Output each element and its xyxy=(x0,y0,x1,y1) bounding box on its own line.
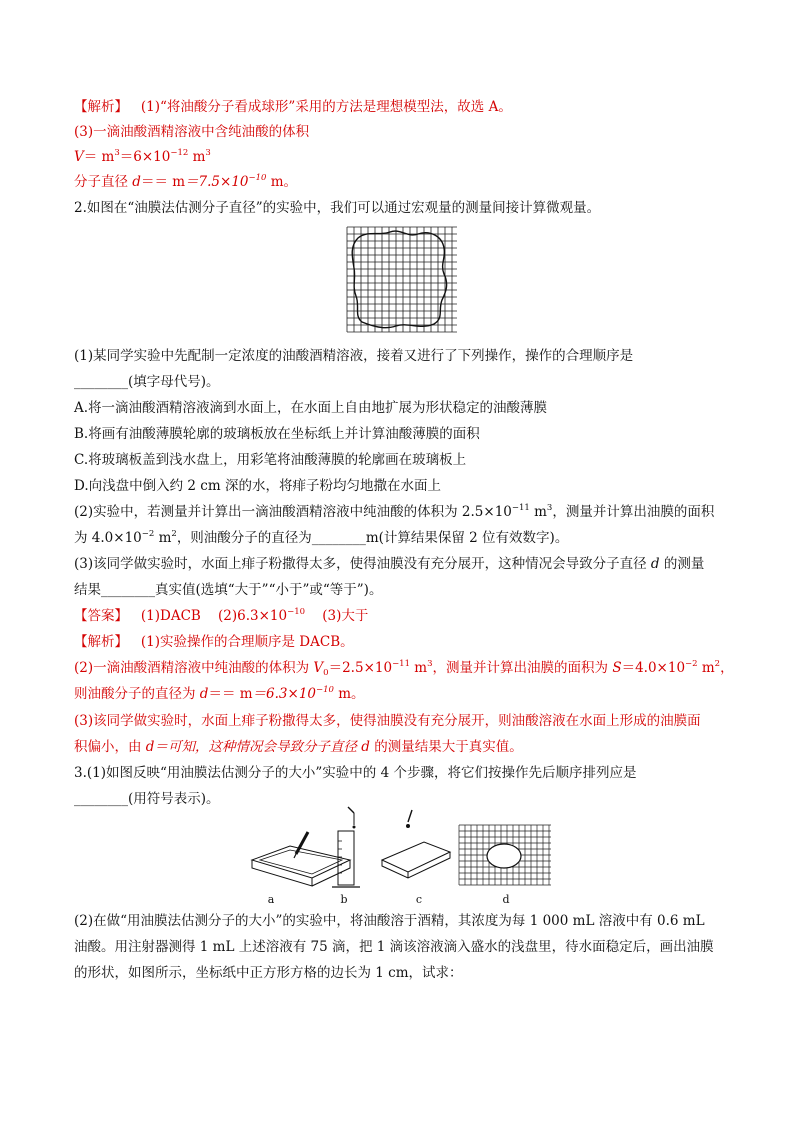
question-3-part-2-cont-1 xyxy=(74,937,734,957)
analysis-q2-line-3 xyxy=(74,684,734,704)
question-text: 3.(1)如图反映“用油膜法估测分子的大小”实验中的 4 个步骤，将它们按操作先后顺序排列应是 xyxy=(74,765,637,781)
exponent: 3 xyxy=(427,659,433,669)
option-b xyxy=(74,424,734,444)
punctuation: ， xyxy=(720,660,734,676)
formula-value: ＝4.0×10 xyxy=(621,660,686,676)
question-2-title xyxy=(74,198,734,218)
option-text: C.将玻璃板盖到浅水盘上，用彩笔将油酸薄膜的轮廓画在玻璃板上 xyxy=(74,452,467,468)
volume-formula xyxy=(74,147,734,167)
answer-blank[interactable]: ________ xyxy=(74,791,128,807)
oil-film-oval xyxy=(487,844,521,868)
var-d: d xyxy=(650,556,660,572)
analysis-tag: 【解析】 xyxy=(74,99,128,115)
answer-2: (2)6.3×10 xyxy=(218,608,288,624)
analysis-text: (2)一滴油酸酒精溶液中纯油酸的体积为 xyxy=(74,660,314,676)
analysis-text: (1)实验操作的合理顺序是 DACB。 xyxy=(140,634,354,650)
formula-part: ＝＝ m xyxy=(208,686,253,702)
figure-label-b: b xyxy=(340,893,348,906)
unit: m xyxy=(154,530,172,546)
question-2-part-3 xyxy=(74,554,734,574)
question-2-part-3-cont xyxy=(74,580,734,600)
var-v: V xyxy=(313,660,324,676)
option-text: B.将画有油酸薄膜轮廓的玻璃板放在坐标纸上并计算油酸薄膜的面积 xyxy=(74,426,480,442)
exponent: −11 xyxy=(392,659,411,669)
exponent: 3 xyxy=(205,148,211,158)
var-d: d xyxy=(145,739,155,755)
option-text: A.将一滴油酸酒精溶液滴到水面上，在水面上自由地扩展为形状稳定的油酸薄膜 xyxy=(74,400,548,416)
exponent: −10 xyxy=(287,607,306,617)
formula-value: ＝2.5×10 xyxy=(328,660,393,676)
analysis-line-2 xyxy=(74,122,734,142)
analysis-q2-line-5 xyxy=(74,737,734,757)
exponent: 2 xyxy=(171,529,177,539)
exponent: 3 xyxy=(114,148,120,158)
answer-blank[interactable]: ________ xyxy=(74,374,128,390)
figure-label-d: d xyxy=(502,893,510,906)
question-text: 结果 xyxy=(74,582,101,598)
unit: m xyxy=(529,504,547,520)
question-3-part-1-cont xyxy=(74,789,734,809)
answer-line xyxy=(74,606,734,626)
oil-film-outline xyxy=(352,231,446,328)
question-2-part-2-cont xyxy=(74,528,734,548)
question-text: 为 4.0×10 xyxy=(74,530,142,546)
answer-blank[interactable]: ________ xyxy=(101,582,155,598)
analysis-q2-line-1 xyxy=(74,632,734,652)
analysis-text: 则油酸分子的直径为 xyxy=(74,686,200,702)
analysis-q2-line-2 xyxy=(74,658,734,678)
var-d: d xyxy=(199,686,209,702)
exponent: −10 xyxy=(248,173,267,183)
question-3-part-1 xyxy=(74,763,734,783)
exponent: −2 xyxy=(141,529,155,539)
answer-3: (3)大于 xyxy=(322,608,369,624)
exponent: −10 xyxy=(316,685,334,695)
var-s: S xyxy=(612,660,622,676)
question-3-part-2 xyxy=(74,911,734,931)
diameter-formula xyxy=(74,172,734,192)
exponent: −11 xyxy=(511,503,530,513)
unit: m xyxy=(188,149,206,165)
analysis-text: 积偏小，由 xyxy=(74,739,146,755)
var-v: V xyxy=(74,149,84,165)
question-text: m(计算结果保留 2 位有效数字)。 xyxy=(365,530,569,546)
analysis-text: (1)“将油酸分子看成球形”采用的方法是理想模型法，故选 A。 xyxy=(140,99,512,115)
oil-film-grid-figure xyxy=(346,226,458,334)
analysis-tag: 【解析】 xyxy=(74,634,128,650)
question-2-part-2 xyxy=(74,502,734,522)
question-text: 2.如图在“油膜法估测分子直径”的实验中，我们可以通过宏观量的测量间接计算微观量。 xyxy=(74,200,601,216)
answer-1: (1)DACB xyxy=(140,608,201,624)
answer-blank[interactable]: ________ xyxy=(311,530,366,546)
question-text: ，测量并计算出油膜的面积 xyxy=(552,504,715,520)
exponent: 2 xyxy=(714,659,721,669)
analysis-text: (3)一滴油酸酒精溶液中含纯油酸的体积 xyxy=(74,124,310,140)
formula-part: ＝＝ m xyxy=(140,174,186,190)
exponent: −2 xyxy=(685,659,698,669)
analysis-text: ＝可知，这种情况会导致分子直径 xyxy=(154,739,362,755)
analysis-q2-line-4 xyxy=(74,711,734,731)
figure-d-grid-drawing xyxy=(458,824,552,886)
question-text: (3)该同学做实验时，水面上痱子粉撒得太多，使得油膜没有充分展开，这种情况会导致分子直径 xyxy=(74,556,651,572)
unit: m xyxy=(410,660,428,676)
option-d xyxy=(74,476,734,496)
question-2-part-1-cont xyxy=(74,372,734,392)
question-text: ，则油酸分子的直径为 xyxy=(176,530,312,546)
exponent: 3 xyxy=(546,503,553,513)
option-a xyxy=(74,398,734,418)
question-text: 的形状，如图所示，坐标纸中正方形方格的边长为 1 cm，试求： xyxy=(74,965,463,981)
question-text: 真实值(选填“大于”“小于”或“等于”)。 xyxy=(155,582,383,598)
formula-part: ＝ m xyxy=(83,149,115,165)
analysis-text: 的测量结果大于真实值。 xyxy=(369,739,523,755)
option-c xyxy=(74,450,734,470)
exponent: −12 xyxy=(170,148,189,158)
question-text: (2)实验中，若测量并计算出一滴油酸酒精溶液中纯油酸的体积为 2.5×10 xyxy=(74,504,512,520)
figure-b-cylinder-drawing xyxy=(326,805,366,891)
analysis-text: (3)该同学做实验时，水面上痱子粉撒得太多，使得油膜没有充分展开，则油酸溶液在水面上形成的油膜面 xyxy=(74,713,701,729)
var-d: d xyxy=(361,739,370,755)
question-text: 油酸。用注射器测得 1 mL 上述溶液有 75 滴，把 1 滴该溶液滴入盛水的浅盘里，待水面稳定后，画出油膜 xyxy=(74,939,714,955)
formula-part: 分子直径 xyxy=(74,174,133,190)
analysis-text: ，测量并计算出油膜的面积为 xyxy=(432,660,613,676)
figure-label-c: c xyxy=(415,893,423,906)
unit: m。 xyxy=(333,686,365,702)
answer-tag: 【答案】 xyxy=(74,608,128,624)
subscript: 0 xyxy=(323,668,329,678)
figure-c-plate-drawing xyxy=(378,808,458,890)
option-text: D.向浅盘中倒入约 2 cm 深的水，将痱子粉均匀地撒在水面上 xyxy=(74,478,441,494)
question-text: (2)在做“用油膜法估测分子的大小”的实验中，将油酸溶于酒精，其浓度为每 1 000 mL 溶液中有 0.6 mL xyxy=(74,913,705,929)
question-text: (填字母代号)。 xyxy=(128,374,220,390)
formula-part: ＝6×10 xyxy=(119,149,171,165)
question-text: (1)某同学实验中先配制一定浓度的油酸酒精溶液，接着又进行了下列操作，操作的合理顺序是 xyxy=(74,348,634,364)
figure-label-a: a xyxy=(267,893,275,906)
question-2-part-1 xyxy=(74,346,734,366)
unit: m。 xyxy=(266,174,298,190)
question-3-part-2-cont-2 xyxy=(74,963,734,983)
formula-value: ＝7.5×10 xyxy=(185,174,249,190)
unit: m xyxy=(697,660,715,676)
analysis-line-1 xyxy=(74,97,734,117)
question-text: (用符号表示)。 xyxy=(128,791,220,807)
formula-value: ＝6.3×10 xyxy=(252,686,317,702)
var-d: d xyxy=(132,174,141,190)
question-text: 的测量 xyxy=(659,556,705,572)
